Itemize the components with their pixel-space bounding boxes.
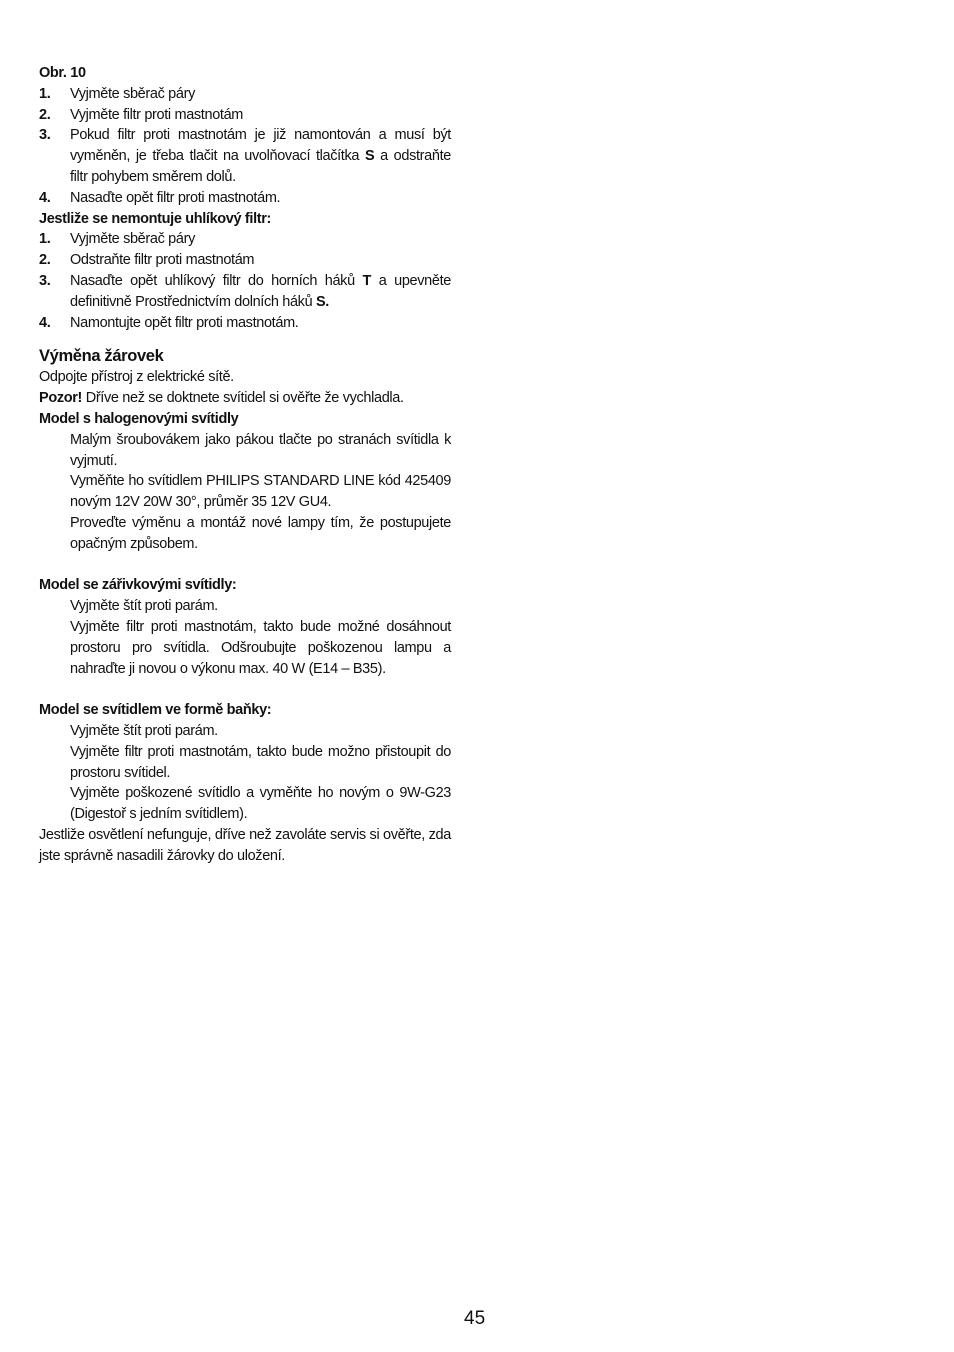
halogen-heading: Model s halogenovými svítidly (39, 410, 239, 427)
paragraph: Malým šroubovákem jako pákou tlačte po stranách svítidla k vyjmutí. (70, 431, 451, 469)
section-heading-obr10: Obr. 10 (39, 65, 86, 81)
list-item: 1. Vyjměte sběrač páry (39, 85, 195, 102)
list-item: 2. Odstraňte filtr proti mastnotám (39, 252, 255, 269)
section-heading-bulbs: Výměna žárovek (39, 347, 164, 366)
paragraph: Vyjměte štít proti parám. (70, 598, 218, 615)
paragraph: Vyměňte ho svítidlem PHILIPS STANDARD LINE kód 425409 novým 12V 20W 30°, průměr 35 12V GU4. (70, 473, 451, 511)
list-item: 4. Nasaďte opět filtr proti mastnotám. (39, 189, 281, 206)
list-item: 1. Vyjměte sběrač páry (39, 231, 195, 248)
paragraph: Vyjměte filtr proti mastnotám, takto bude možné dosáhnout prostoru pro svítidla. Odšroubujte poškozenou lampu a nahraďte ji novou o výkonu max. 40 W (E14 – B35). (70, 618, 451, 677)
list-item: 4. Namontujte opět filtr proti mastnotám. (39, 314, 299, 331)
section-heading-carbon: Jestliže se nemontuje uhlíkový filtr: (39, 210, 271, 227)
disconnect-note: Odpojte přístroj z elektrické sítě. (39, 369, 234, 386)
text-column (39, 63, 451, 866)
list-item: 3. Nasaďte opět uhlíkový filtr do horních háků T a upevněte definitivně Prostřednictvím dolních háků S. (39, 272, 451, 310)
fluorescent-heading: Model se zářivkovými svítidly: (39, 577, 237, 594)
closing-paragraph: Jestliže osvětlení nefunguje, dříve než zavoláte servis si ověřte, zda jste správně nasadili žárovky do uložení. (39, 826, 451, 864)
list-item: 2. Vyjměte filtr proti mastnotám (39, 106, 244, 123)
paragraph: Vyjměte filtr proti mastnotám, takto bude možno přistoupit do prostoru svítidel. (70, 743, 451, 781)
list-item: 3. Pokud filtr proti mastnotám je již namontován a musí být vyměněn, je třeba tlačit na uvolňovací tlačítka S a odstraňte filtr pohybem směrem dolů. (39, 127, 451, 185)
paragraph: Vyjměte poškozené svítidlo a vyměňte ho novým o 9W-G23 (Digestoř s jedním svítidlem). (70, 785, 451, 823)
flask-heading: Model se svítidlem ve formě baňky: (39, 702, 272, 719)
page-number: 45 (464, 1308, 486, 1329)
paragraph: Vyjměte štít proti parám. (70, 722, 218, 739)
warning-note: Pozor! Dříve než se doktnete svítidel si ověřte že vychladla. (39, 390, 404, 407)
paragraph: Proveďte výměnu a montáž nové lampy tím, že postupujete opačným způsobem. (70, 514, 451, 552)
